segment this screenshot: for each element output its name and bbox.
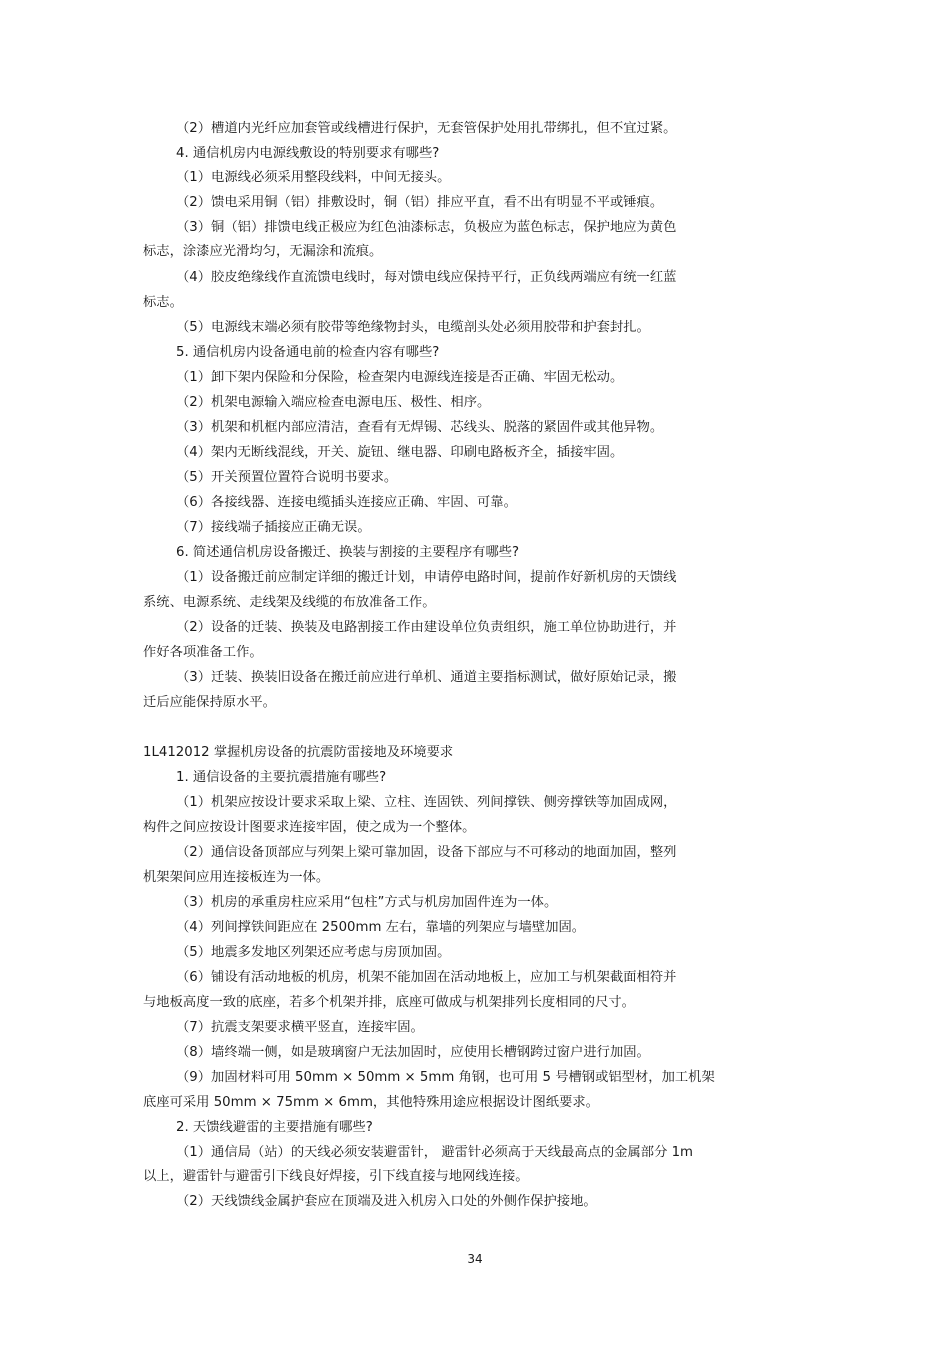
text-line: （1）机架应按设计要求采取上梁、立柱、连固铁、列间撑铁、侧旁撑铁等加固成网，: [176, 795, 677, 810]
question-heading: 2. 天馈线避雷的主要措施有哪些?: [176, 1120, 373, 1135]
question-heading: 6. 简述通信机房设备搬迁、换装与割接的主要程序有哪些?: [176, 545, 520, 560]
text-line: 作好各项准备工作。: [143, 645, 263, 660]
text-line: 以上，避雷针与避雷引下线良好焊接，引下线直接与地网线连接。: [143, 1169, 529, 1184]
text-line: （3）机房的承重房柱应采用“包柱”方式与机房加固件连为一体。: [176, 895, 558, 910]
text-line: （2）天线馈线金属护套应在顶端及进入机房入口处的外侧作保护接地。: [176, 1194, 597, 1209]
text-line: 标志。: [143, 295, 183, 310]
text-line: （1）通信局（站）的天线必须安装避雷针， 避雷针必须高于天线最高点的金属部分 1m: [176, 1145, 694, 1160]
text-line: （3）迁装、换装旧设备在搬迁前应进行单机、通道主要指标测试，做好原始记录，搬: [176, 670, 677, 685]
text-line: （5）电源线末端必须有胶带等绝缘物封头，电缆剖头处必须用胶带和护套封扎。: [176, 320, 650, 335]
text-line: （7）抗震支架要求横平竖直，连接牢固。: [176, 1020, 424, 1035]
text-line: （4）胶皮绝缘线作直流馈电线时，每对馈电线应保持平行，正负线两端应有统一红蓝: [176, 270, 677, 285]
text-line: （2）槽道内光纤应加套管或线槽进行保护，无套管保护处用扎带绑扎，但不宜过紧。: [176, 121, 677, 136]
text-line: （1）设备搬迁前应制定详细的搬迁计划，申请停电路时间，提前作好新机房的天馈线: [176, 570, 677, 585]
question-heading: 5. 通信机房内设备通电前的检查内容有哪些?: [176, 345, 440, 360]
text-line: （5）地震多发地区列架还应考虑与房顶加固。: [176, 945, 451, 960]
text-line: 标志，涂漆应光滑均匀，无漏涂和流痕。: [143, 244, 383, 259]
text-line: 迁后应能保持原水平。: [143, 695, 276, 710]
text-line: （6）铺设有活动地板的机房，机架不能加固在活动地板上，应加工与机架截面相符并: [176, 970, 677, 985]
text-line: （1）电源线必须采用整段线料，中间无接头。: [176, 170, 451, 185]
text-line: （7）接线端子插接应正确无误。: [176, 520, 371, 535]
text-line: 构件之间应按设计图要求连接牢固，使之成为一个整体。: [143, 820, 476, 835]
text-line: （2）设备的迁装、换装及电路割接工作由建设单位负责组织，施工单位协助进行，并: [176, 620, 677, 635]
text-line: （4）列间撑铁间距应在 2500mm 左右，靠墙的列架应与墙壁加固。: [176, 920, 586, 935]
text-line: （1）卸下架内保险和分保险，检查架内电源线连接是否正确、牢固无松动。: [176, 370, 624, 385]
text-line: （4）架内无断线混线，开关、旋钮、继电器、印刷电路板齐全，插接牢固。: [176, 445, 624, 460]
section-heading: 1L412012 掌握机房设备的抗震防雷接地及环境要求: [143, 745, 454, 760]
page-number: 34: [467, 1252, 483, 1266]
text-line: （2）机架电源输入端应检查电源电压、极性、相序。: [176, 395, 491, 410]
text-line: （6）各接线器、连接电缆插头连接应正确、牢固、可靠。: [176, 495, 517, 510]
text-line: （9）加固材料可用 50mm × 50mm × 5mm 角钢，也可用 5 号槽钢或铝型材，加工机架: [176, 1070, 715, 1085]
text-line: （2）通信设备顶部应与列架上梁可靠加固，设备下部应与不可移动的地面加固，整列: [176, 845, 677, 860]
text-line: （8）墙终端一侧，如是玻璃窗户无法加固时，应使用长槽钢跨过窗户进行加固。: [176, 1045, 650, 1060]
question-heading: 1. 通信设备的主要抗震措施有哪些?: [176, 770, 387, 785]
text-line: 机架架间应用连接板连为一体。: [143, 870, 330, 885]
text-line: 与地板高度一致的底座，若多个机架并排，底座可做成与机架排列长度相同的尺寸。: [143, 995, 635, 1010]
text-line: （2）馈电采用铜（铝）排敷设时，铜（铝）排应平直，看不出有明显不平或锤痕。: [176, 195, 664, 210]
question-heading: 4. 通信机房内电源线敷设的特别要求有哪些?: [176, 146, 440, 161]
text-line: （3）铜（铝）排馈电线正极应为红色油漆标志，负极应为蓝色标志，保护地应为黄色: [176, 220, 677, 235]
text-line: 底座可采用 50mm × 75mm × 6mm，其他特殊用途应根据设计图纸要求。: [143, 1095, 599, 1110]
text-line: 系统、电源系统、走线架及线缆的布放准备工作。: [143, 595, 436, 610]
text-line: （5）开关预置位置符合说明书要求。: [176, 470, 398, 485]
text-line: （3）机架和机框内部应清洁，查看有无焊锡、芯线头、脱落的紧固件或其他异物。: [176, 420, 664, 435]
